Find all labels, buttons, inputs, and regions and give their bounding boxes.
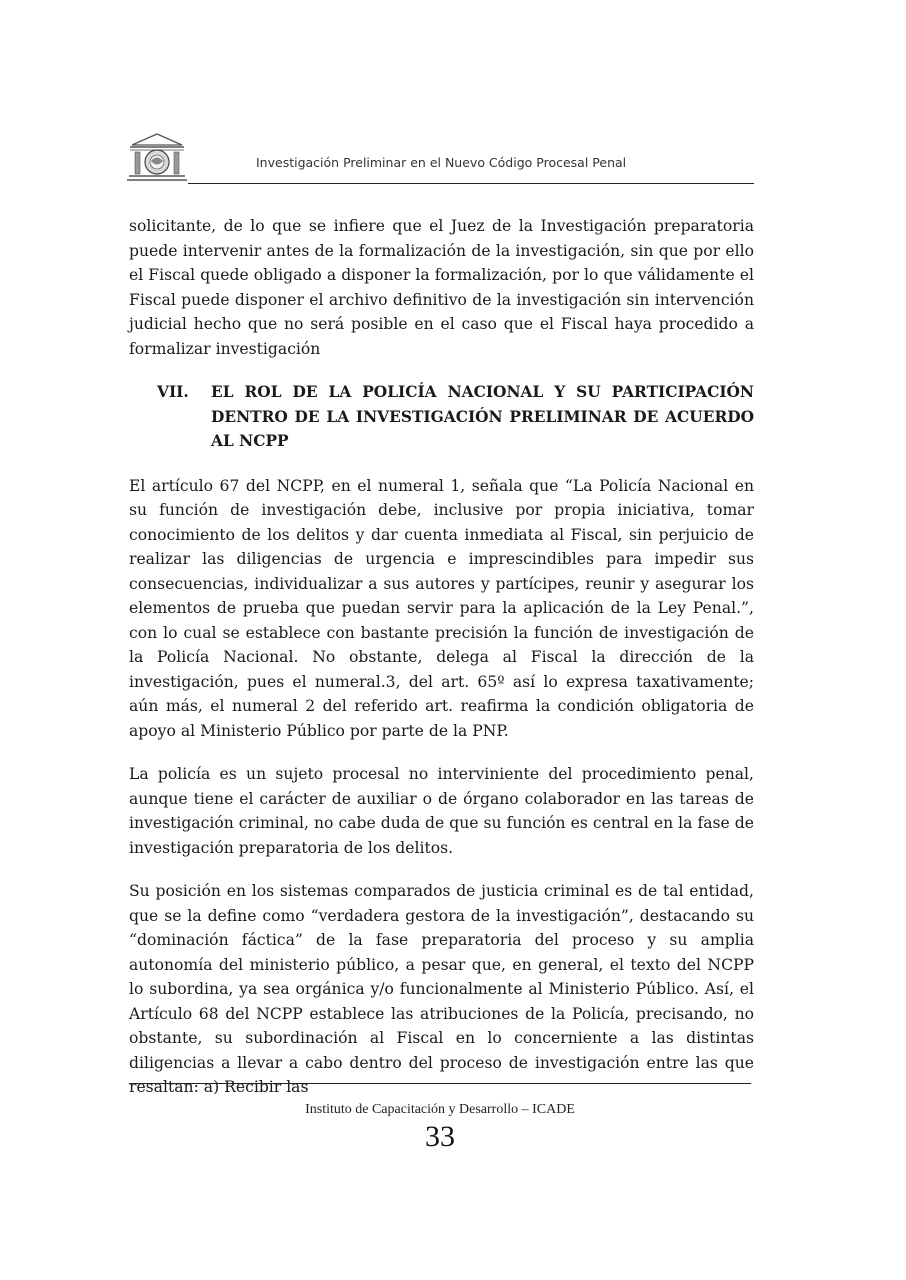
paragraph-police-role: La policía es un sujeto procesal no interviniente del procedimiento penal, aunque tiene el carácter de auxiliar o de órgano colaborador en las tareas de investigación criminal, no cabe duda de que su función es central en la fase de investigación preparatoria de los delitos. — [129, 765, 754, 857]
section-number: VII. — [157, 383, 189, 401]
page-number: 33 — [425, 1120, 455, 1153]
paragraph-comparative-systems: Su posición en los sistemas comparados de justicia criminal es de tal entidad, que se la define como “verdadera gestora de la investigación”, destacando su “dominación fáctica” de la fase preparatoria del proceso y su amplia autonomía del ministerio público, a pesar que, en general, el texto del NCPP lo subordina, ya sea orgánica y/o funcionalmente al Ministerio Público. Así, el Artículo 68 del NCPP establece las atribuciones de la Policía, precisando, no obstante, su subordinación al Fiscal en lo concerniente a las distintas diligencias a llevar a cabo dentro del proceso de investigación entre las que resaltan: a) Recibir las — [129, 882, 754, 1096]
icade-logo-icon — [126, 132, 188, 184]
section-heading — [129, 380, 754, 454]
header-divider — [188, 183, 754, 184]
page-header — [126, 128, 754, 186]
paragraph-continuation: solicitante, de lo que se infiere que el Juez de la Investigación preparatoria puede intervenir antes de la formalización de la investigación, sin que por ello el Fiscal quede obligado a disponer la formalización, por lo que válidamente el Fiscal puede disponer el archivo definitivo de la investigación sin intervención judicial hecho que no será posible en el caso que el Fiscal haya procedido a formalizar investigación — [129, 217, 754, 358]
running-header-title: Investigación Preliminar en el Nuevo Código Procesal Penal — [256, 155, 627, 170]
section-title: EL ROL DE LA POLICÍA NACIONAL Y SU PARTICIPACIÓN DENTRO DE LA INVESTIGACIÓN PRELIMINAR DE ACUERDO AL NCPP — [211, 383, 754, 450]
page-body — [129, 214, 754, 1119]
footer-divider — [129, 1083, 751, 1084]
paragraph-article-67: El artículo 67 del NCPP, en el numeral 1, señala que “La Policía Nacional en su función de investigación debe, inclusive por propia iniciativa, tomar conocimiento de los delitos y dar cuenta inmediata al Fiscal, sin perjuicio de realizar las diligencias de urgencia e imprescindibles para impedir sus consecuencias, individualizar a sus autores y partícipes, reunir y asegurar los elementos de prueba que puedan servir para la aplicación de la Ley Penal.”, con lo cual se establece con bastante precisión la función de investigación de la Policía Nacional. No obstante, delega al Fiscal la dirección de la investigación, pues el numeral.3, del art. 65º así lo expresa taxativamente; aún más, el numeral 2 del referido art. reafirma la condición obligatoria de apoyo al Ministerio Público por parte de la PNP. — [129, 476, 754, 740]
footer-institute: Instituto de Capacitación y Desarrollo – ICADE — [305, 1102, 575, 1117]
